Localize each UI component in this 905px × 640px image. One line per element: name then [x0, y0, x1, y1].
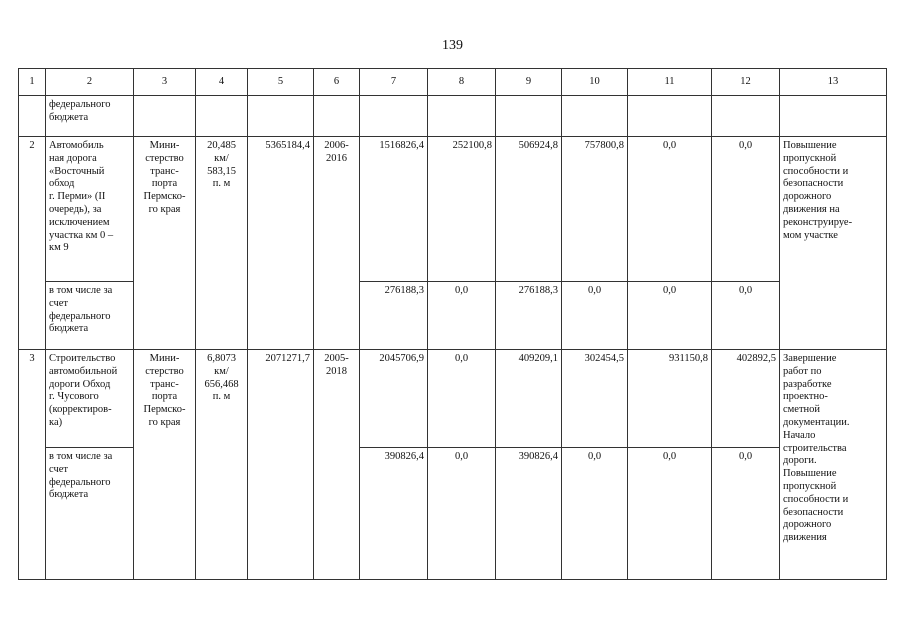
total-cost: 5365184,4 [248, 137, 314, 350]
period: 2006- 2016 [314, 137, 360, 350]
sub-name: в том числе за счет федерального бюджета [46, 282, 134, 350]
object-name: Автомобиль ная дорога «Восточный обход г. Перми» (II очередь), за исключением участка км 0 – км 9 [46, 137, 134, 282]
period: 2005- 2018 [314, 350, 360, 580]
header-cell: 10 [562, 69, 628, 96]
value-cell: 302454,5 [562, 350, 628, 448]
header-cell: 5 [248, 69, 314, 96]
header-cell: 11 [628, 69, 712, 96]
expected-result: Завершение работ по разработке проектно- сметной документации. Начало строительства дороги. Повышение пропускной способности и безопасности дорожного движения [780, 350, 887, 580]
value-cell: 0,0 [628, 448, 712, 580]
header-cell: 7 [360, 69, 428, 96]
value-cell: 506924,8 [496, 137, 562, 282]
value-cell: 0,0 [428, 350, 496, 448]
value-cell: 0,0 [712, 282, 780, 350]
row-number: 3 [19, 350, 46, 580]
sub-name: в том числе за счет федерального бюджета [46, 448, 134, 580]
table-row [19, 137, 887, 282]
header-cell: 9 [496, 69, 562, 96]
continued-name-cell: федерального бюджета [46, 96, 134, 137]
table-header-row [19, 69, 887, 96]
value-cell: 276188,3 [360, 282, 428, 350]
value-cell: 757800,8 [562, 137, 628, 282]
value-cell: 0,0 [562, 282, 628, 350]
capacity: 20,485 км/ 583,15 п. м [196, 137, 248, 350]
value-cell: 0,0 [428, 282, 496, 350]
value-cell: 0,0 [562, 448, 628, 580]
value-cell: 931150,8 [628, 350, 712, 448]
header-cell: 13 [780, 69, 887, 96]
header-cell: 4 [196, 69, 248, 96]
value-cell: 252100,8 [428, 137, 496, 282]
expected-result: Повышение пропускной способности и безопасности дорожного движения на реконструируе- мом участке [780, 137, 887, 350]
total-cost: 2071271,7 [248, 350, 314, 580]
agency: Мини- стерство транс- порта Пермско- го края [134, 137, 196, 350]
header-cell: 1 [19, 69, 46, 96]
row-number: 2 [19, 137, 46, 350]
value-cell: 402892,5 [712, 350, 780, 448]
header-cell: 8 [428, 69, 496, 96]
value-cell: 1516826,4 [360, 137, 428, 282]
value-cell: 0,0 [428, 448, 496, 580]
table-row [19, 350, 887, 448]
program-table [18, 68, 887, 580]
header-cell: 6 [314, 69, 360, 96]
agency: Мини- стерство транс- порта Пермско- го края [134, 350, 196, 580]
page-number: 139 [442, 38, 463, 53]
header-cell: 3 [134, 69, 196, 96]
value-cell: 0,0 [628, 137, 712, 282]
value-cell: 390826,4 [496, 448, 562, 580]
value-cell: 390826,4 [360, 448, 428, 580]
value-cell: 0,0 [628, 282, 712, 350]
header-cell: 12 [712, 69, 780, 96]
value-cell: 0,0 [712, 448, 780, 580]
value-cell: 2045706,9 [360, 350, 428, 448]
header-cell: 2 [46, 69, 134, 96]
value-cell: 409209,1 [496, 350, 562, 448]
value-cell: 276188,3 [496, 282, 562, 350]
value-cell: 0,0 [712, 137, 780, 282]
capacity: 6,8073 км/ 656,468 п. м [196, 350, 248, 580]
table-row [19, 96, 887, 137]
object-name: Строительство автомобильной дороги Обход г. Чусового (корректиров- ка) [46, 350, 134, 448]
